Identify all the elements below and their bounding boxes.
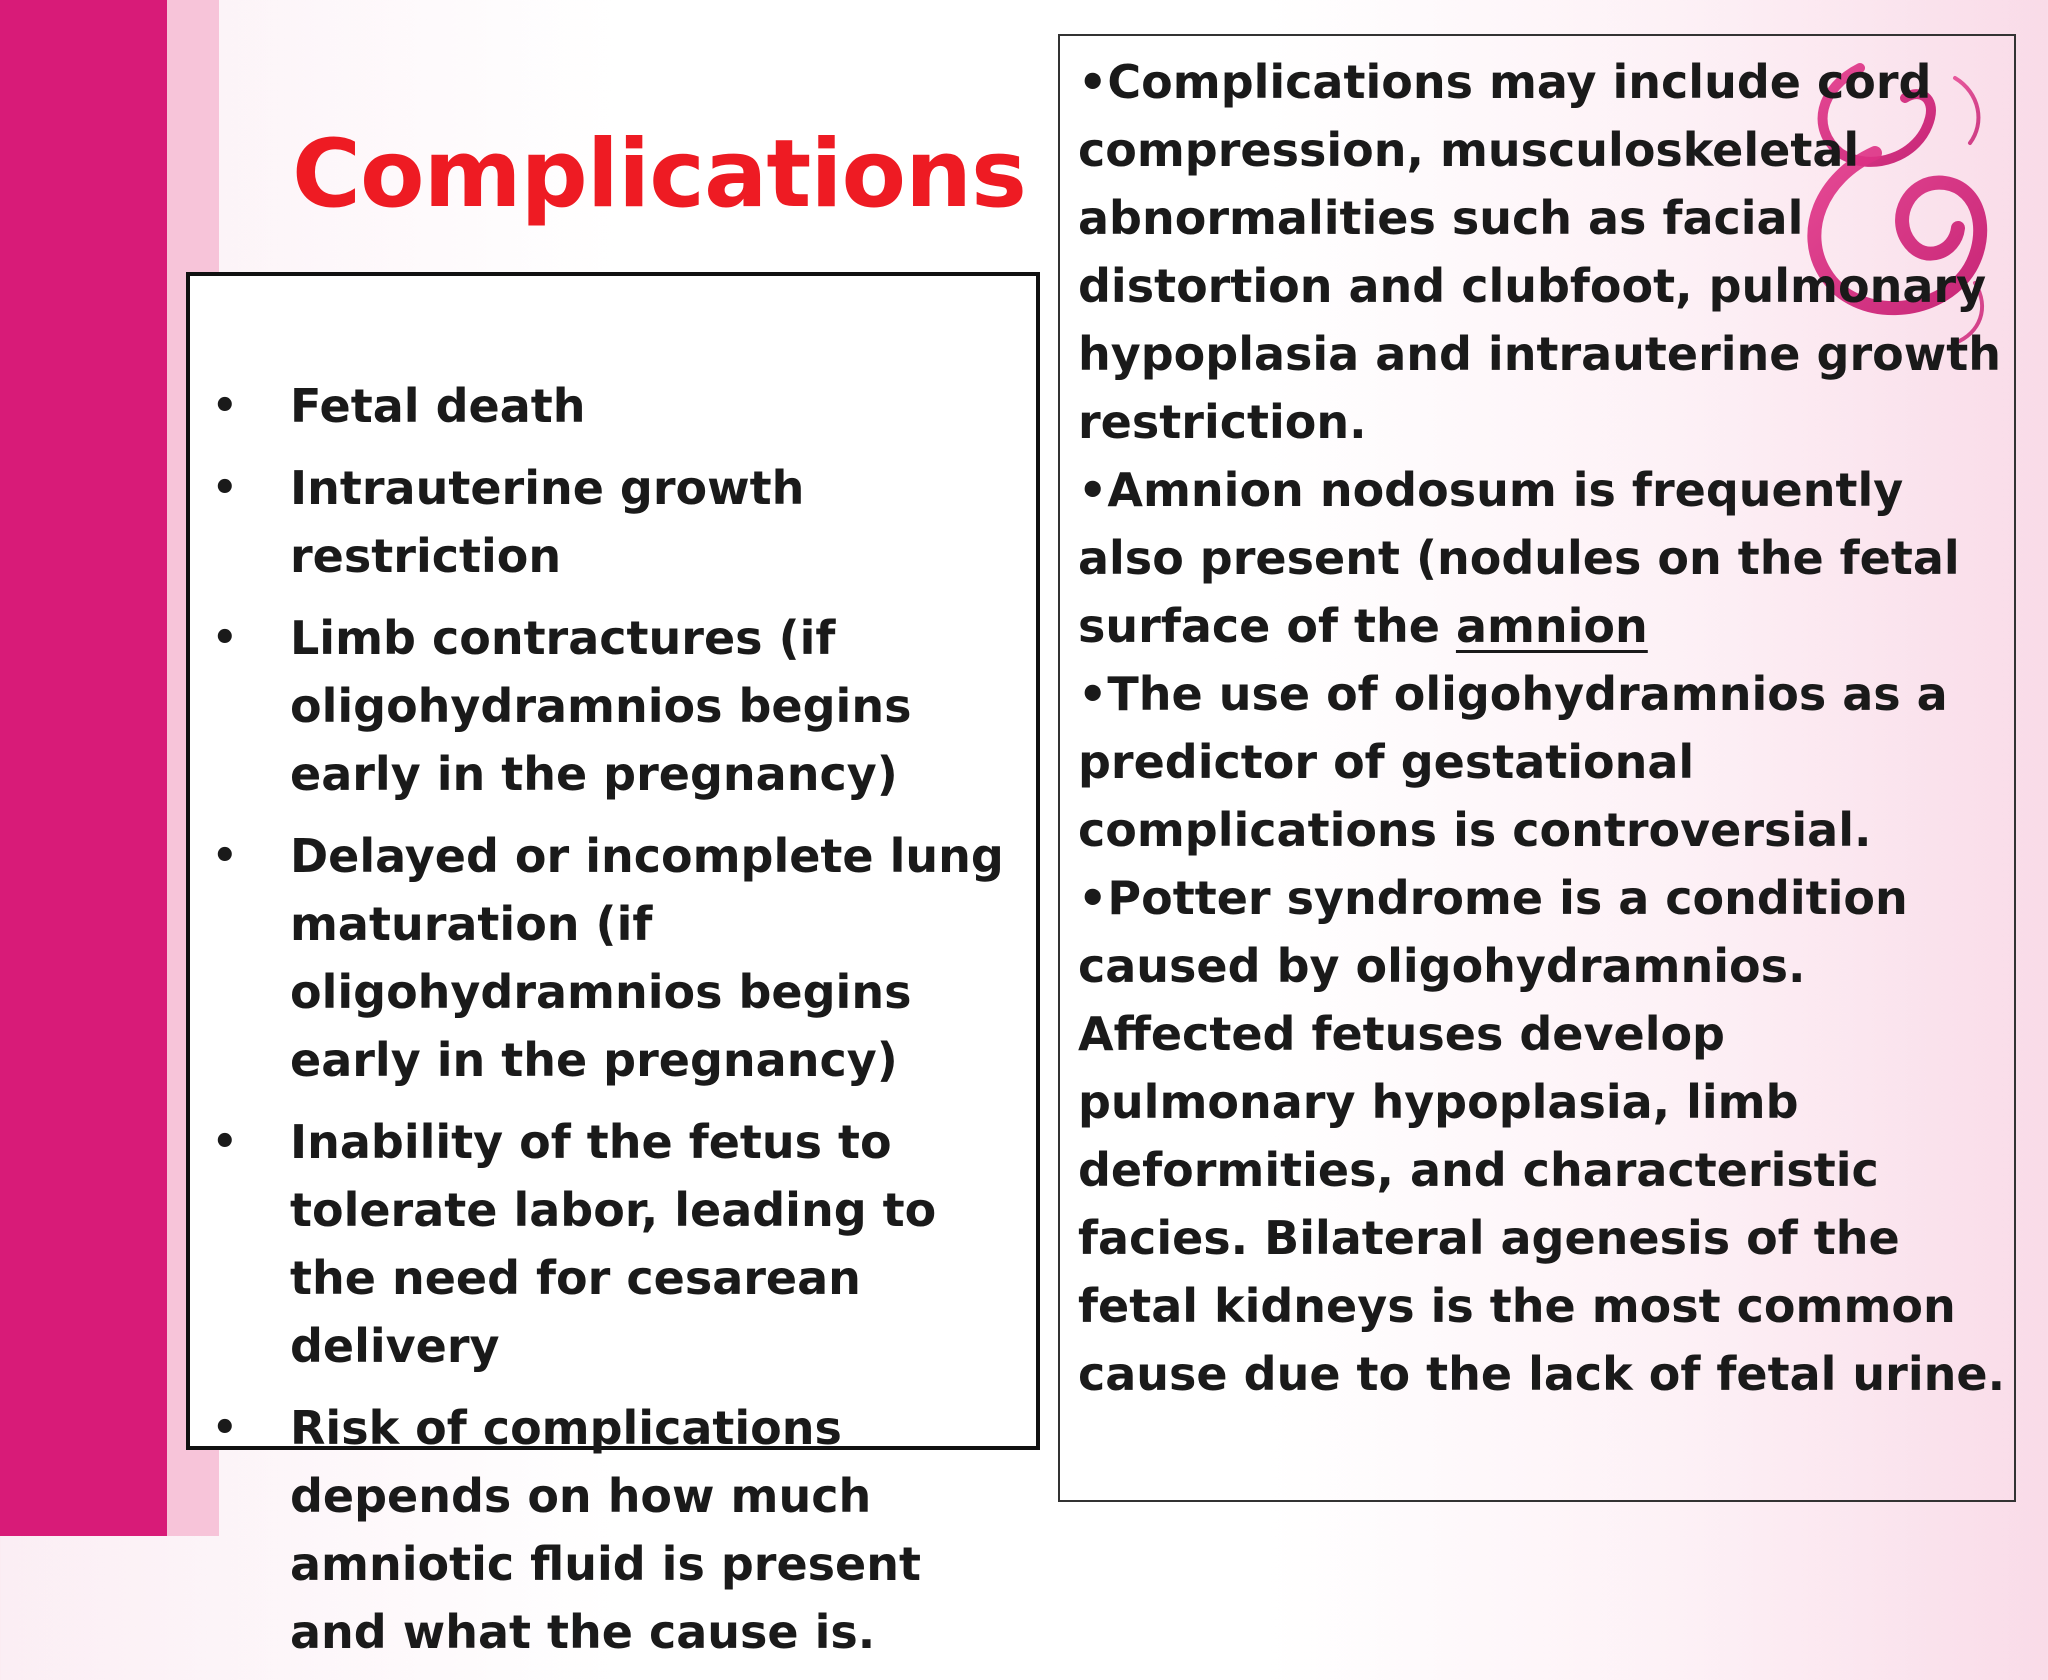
list-item xyxy=(190,1394,1036,1666)
list-item xyxy=(190,604,1036,808)
paragraph-complications: •Complications may include cord compression, musculoskeletal abnormalities such as facial distortion and clubfoot, pulmonary hypoplasia and intrauterine growth restriction. xyxy=(1078,55,2001,449)
bullet-icon: • xyxy=(212,615,238,661)
list-item-text: Limb contractures (if oligohydramnios begins early in the pregnancy) xyxy=(290,611,912,801)
details-text xyxy=(1078,48,2008,1408)
complications-list xyxy=(190,372,1036,1680)
paragraph-potter-syndrome: •Potter syndrome is a condition caused by oligohydramnios. Affected fetuses develop pulmonary hypoplasia, limb deformities, and characteristic facies. Bilateral agenesis of the fetal kidneys is the most common cause due to the lack of fetal urine. xyxy=(1078,871,2006,1401)
list-item-text: Fetal death xyxy=(290,379,586,433)
bullet-icon: • xyxy=(212,1405,238,1451)
list-item-text: Delayed or incomplete lung maturation (if oligohydramnios begins early in the pregnancy) xyxy=(290,829,1004,1087)
paragraph-amnion-nodosum xyxy=(1078,456,2008,660)
bullet-icon: • xyxy=(212,465,238,511)
complications-list-box xyxy=(186,272,1040,1659)
list-item xyxy=(190,372,1036,440)
list-item-text: Risk of complications depends on how much amniotic fluid is present and what the cause is. xyxy=(290,1401,921,1659)
decorative-stripe-magenta xyxy=(0,0,167,1536)
bullet-icon: • xyxy=(212,383,238,429)
list-item-text: Intrauterine growth restriction xyxy=(290,461,805,583)
list-item xyxy=(190,454,1036,590)
amnion-link[interactable]: amnion xyxy=(1455,599,1648,653)
paragraph-text: •Amnion nodosum is frequently also present (nodules on the fetal surface of the xyxy=(1078,463,1960,653)
list-item-text: Inability of the fetus to tolerate labor, leading to the need for cesarean delivery xyxy=(290,1115,937,1373)
paragraph-predictor: •The use of oligohydramnios as a predictor of gestational complications is controversial. xyxy=(1078,667,1948,857)
list-item xyxy=(190,1108,1036,1380)
list-item xyxy=(190,822,1036,1094)
slide-title: Complications xyxy=(292,120,1026,229)
bullet-icon: • xyxy=(212,833,238,879)
bullet-icon: • xyxy=(212,1119,238,1165)
